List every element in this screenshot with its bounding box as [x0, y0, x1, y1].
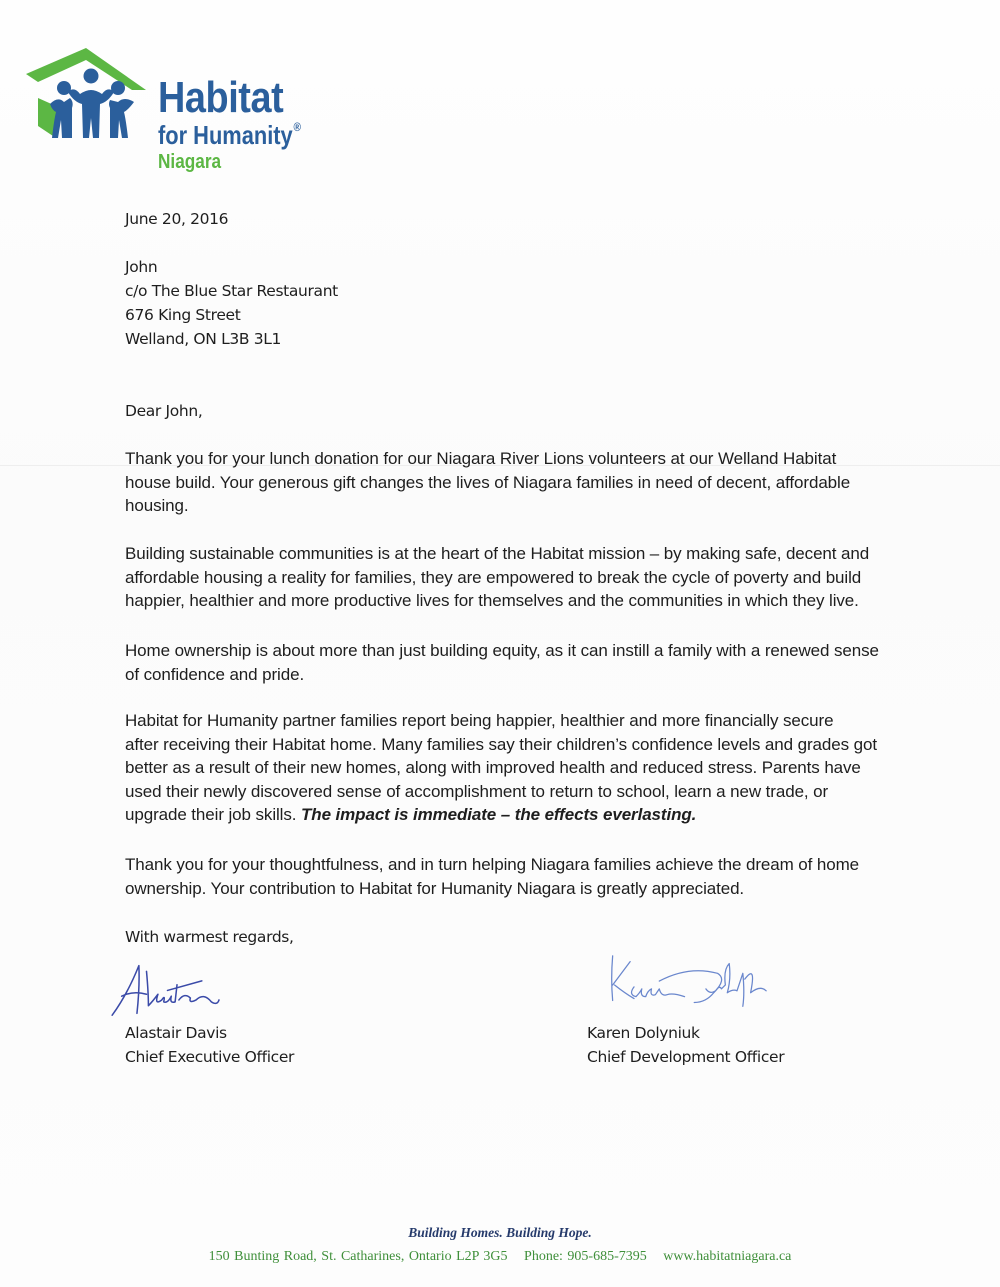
- body-paragraph-4: [125, 709, 925, 827]
- registered-mark: ®: [293, 120, 301, 134]
- paragraph-line: after receiving their Habitat home. Many families say their children’s confidence levels and grades got: [125, 734, 877, 754]
- house-with-three-people-icon: [24, 46, 154, 146]
- recipient-name: John: [125, 258, 158, 276]
- letter-date: June 20, 2016: [125, 210, 229, 228]
- emphasis-statement: The impact is immediate – the effects everlasting.: [301, 805, 697, 824]
- body-paragraph-2: [125, 542, 925, 613]
- handwritten-signature-icon: [105, 958, 250, 1020]
- signatory-2-title: Chief Development Officer: [587, 1048, 785, 1066]
- paragraph-line: used their newly discovered sense of accomplishment to return to school, learn a new trade, or: [125, 781, 829, 801]
- recipient-city: Welland, ON L3B 3L1: [125, 330, 282, 348]
- signatory-1-title: Chief Executive Officer: [125, 1048, 295, 1066]
- footer-address: 150 Bunting Road, St. Catharines, Ontario L2P 3G5: [208, 1249, 508, 1264]
- footer-phone: Phone: 905-685-7395: [524, 1249, 647, 1264]
- signatory-2-name: Karen Dolyniuk: [587, 1024, 700, 1042]
- paragraph-line: Thank you for your lunch donation for our Niagara River Lions volunteers at our Welland Habitat: [125, 449, 837, 468]
- body-paragraph-5: [125, 853, 925, 900]
- paragraph-line: Building sustainable communities is at the heart of the Habitat mission – by making safe, decent and: [125, 544, 870, 563]
- paragraph-line: Thank you for your thoughtfulness, and in turn helping Niagara families achieve the dream of home: [125, 855, 860, 874]
- recipient-street: 676 King Street: [125, 306, 241, 324]
- paragraph-line: better as a result of their new homes, along with improved health and reduced stress. Parents have: [125, 758, 861, 777]
- habitat-logo: [24, 40, 344, 180]
- handwritten-signature-icon: [598, 950, 808, 1018]
- paragraph-line: affordable housing a reality for families, they are empowered to break the cycle of poverty and build: [125, 567, 862, 587]
- footer-contact: [0, 1248, 1000, 1266]
- salutation: Dear John,: [125, 402, 203, 420]
- footer-website-link[interactable]: www.habitatniagara.ca: [663, 1249, 792, 1264]
- org-name-habitat: Habitat: [158, 73, 284, 122]
- paragraph-text: upgrade their job skills.: [125, 805, 301, 824]
- org-name-line2: for Humanity: [158, 120, 293, 150]
- paragraph-line: ownership. Your contribution to Habitat for Humanity Niagara is greatly appreciated.: [125, 878, 745, 898]
- paragraph-line: Habitat for Humanity partner families report being happier, healthier and more financially secure: [125, 711, 834, 730]
- org-name-for-humanity: [158, 121, 301, 149]
- recipient-care-of: c/o The Blue Star Restaurant: [125, 282, 338, 300]
- paragraph-line: of confidence and pride.: [125, 664, 305, 684]
- chapter-name: Niagara: [158, 151, 222, 173]
- logo-wordmark: [158, 73, 328, 173]
- body-paragraph-3: [125, 639, 925, 686]
- paragraph-line: house build. Your generous gift changes the lives of Niagara families in need of decent, affordable: [125, 472, 851, 492]
- paragraph-line-last: [125, 803, 925, 827]
- closing: With warmest regards,: [125, 928, 294, 946]
- footer-tagline: Building Homes. Building Hope.: [408, 1225, 592, 1240]
- signatory-1-name: Alastair Davis: [125, 1024, 227, 1042]
- paragraph-line: Home ownership is about more than just building equity, as it can instill a family with a renewed sense: [125, 641, 879, 660]
- paragraph-line: happier, healthier and more productive lives for themselves and the communities in which they live.: [125, 591, 859, 610]
- paragraph-line: housing.: [125, 496, 189, 515]
- body-paragraph-1: [125, 447, 925, 518]
